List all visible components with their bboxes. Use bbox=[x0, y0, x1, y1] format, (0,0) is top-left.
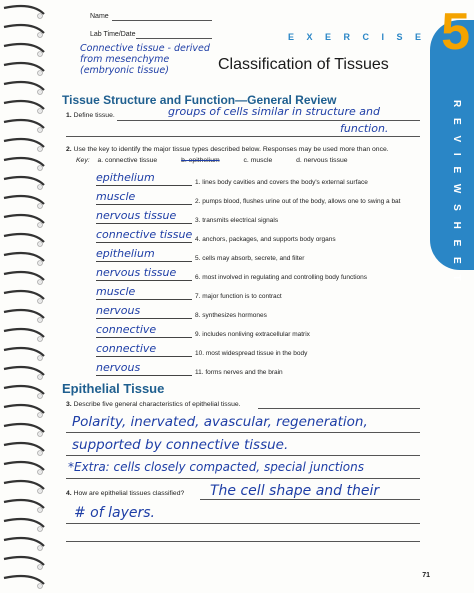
page-title: Classification of Tissues bbox=[218, 56, 389, 73]
question-number: 3. bbox=[66, 401, 72, 408]
answer-line[interactable] bbox=[96, 299, 192, 300]
q3-answer-line: *Extra: cells closely compacted, special junctions bbox=[68, 460, 365, 474]
row-description: 5. cells may absorb, secrete, and filter bbox=[195, 255, 305, 262]
row-description: 2. pumps blood, flushes urine out of the body, allows one to swing a bat bbox=[195, 198, 401, 205]
row-answer: nervous bbox=[96, 304, 141, 317]
exercise-number: 5 bbox=[441, 3, 470, 61]
key-option: b. epithelium bbox=[181, 157, 220, 164]
row-description: 1. lines body cavities and covers the body's external surface bbox=[195, 179, 368, 186]
page-number: 71 bbox=[422, 572, 430, 579]
question-text: Use the key to identify the major tissue types described below. Responses may be used more than once. bbox=[73, 146, 389, 153]
row-answer: epithelium bbox=[96, 247, 155, 260]
question-number: 2. bbox=[66, 146, 72, 153]
row-answer: muscle bbox=[96, 190, 136, 203]
row-answer: connective tissue bbox=[96, 228, 193, 241]
question-3 bbox=[66, 401, 241, 408]
question-text: Define tissue. bbox=[73, 112, 115, 119]
answer-line[interactable] bbox=[66, 136, 420, 137]
answer-line[interactable] bbox=[96, 223, 192, 224]
row-answer: nervous tissue bbox=[96, 209, 177, 222]
answer-line[interactable] bbox=[96, 185, 192, 186]
row-answer: nervous bbox=[96, 361, 141, 374]
lab-time-label: Lab Time/Date bbox=[90, 31, 136, 38]
q1-answer-line2: function. bbox=[340, 122, 389, 135]
answer-line[interactable] bbox=[96, 204, 192, 205]
row-answer: nervous tissue bbox=[96, 266, 177, 279]
section-heading-epithelial-tissue: Epithelial Tissue bbox=[62, 381, 165, 396]
answer-line[interactable] bbox=[96, 242, 192, 243]
question-1 bbox=[66, 112, 115, 119]
row-answer: connective bbox=[96, 342, 157, 355]
answer-line[interactable] bbox=[96, 318, 192, 319]
row-description: 8. synthesizes hormones bbox=[195, 312, 267, 319]
answer-line[interactable] bbox=[96, 375, 192, 376]
q4-answer-line: # of layers. bbox=[74, 505, 155, 521]
row-description: 10. most widespread tissue in the body bbox=[195, 350, 308, 357]
name-label: Name bbox=[90, 13, 109, 20]
answer-line[interactable] bbox=[66, 541, 420, 542]
q3-answer-line: supported by connective tissue. bbox=[72, 437, 289, 453]
question-number: 4. bbox=[66, 490, 72, 497]
name-field[interactable] bbox=[112, 20, 212, 21]
question-2 bbox=[66, 146, 389, 153]
section-heading-general-review: Tissue Structure and Function—General Review bbox=[62, 93, 337, 107]
spiral-binding bbox=[0, 0, 48, 593]
answer-line[interactable] bbox=[200, 499, 420, 500]
row-description: 11. forms nerves and the brain bbox=[195, 369, 283, 376]
key-option: a. connective tissue bbox=[97, 157, 158, 164]
row-answer: epithelium bbox=[96, 171, 155, 184]
margin-note-line: (embryonic tissue) bbox=[80, 65, 169, 76]
exercise-label: E X E R C I S E bbox=[287, 32, 426, 42]
margin-note-line: from mesenchyme bbox=[80, 54, 170, 65]
row-description: 9. includes nonliving extracellular matrix bbox=[195, 331, 310, 338]
row-description: 4. anchors, packages, and supports body organs bbox=[195, 236, 336, 243]
question-text: How are epithelial tissues classified? bbox=[73, 490, 185, 497]
key-option: d. nervous tissue bbox=[296, 157, 348, 164]
review-sheet-label: R E V I E W S H E E T bbox=[451, 100, 462, 285]
question-text: Describe five general characteristics of epithelial tissue. bbox=[73, 401, 241, 408]
question-number: 1. bbox=[66, 112, 72, 119]
row-description: 7. major function is to contract bbox=[195, 293, 282, 300]
question-4 bbox=[66, 490, 184, 497]
lab-time-field[interactable] bbox=[136, 38, 212, 39]
q3-answer-line: Polarity, inervated, avascular, regeneration, bbox=[72, 414, 368, 430]
answer-line[interactable] bbox=[117, 120, 420, 121]
row-description: 6. most involved in regulating and controlling body functions bbox=[195, 274, 367, 281]
margin-note bbox=[80, 43, 210, 76]
answer-key bbox=[76, 157, 348, 164]
answer-line[interactable] bbox=[66, 432, 420, 433]
q1-answer-line1: groups of cells similar in structure and bbox=[168, 105, 380, 118]
row-answer: connective bbox=[96, 323, 157, 336]
answer-line[interactable] bbox=[96, 261, 192, 262]
row-answer: muscle bbox=[96, 285, 136, 298]
row-description: 3. transmits electrical signals bbox=[195, 217, 279, 224]
answer-line[interactable] bbox=[66, 523, 420, 524]
answer-line[interactable] bbox=[258, 408, 420, 409]
answer-line[interactable] bbox=[96, 280, 192, 281]
key-label: Key: bbox=[76, 157, 90, 164]
key-option: c. muscle bbox=[243, 157, 273, 164]
answer-line[interactable] bbox=[66, 478, 420, 479]
answer-line[interactable] bbox=[96, 337, 192, 338]
answer-line[interactable] bbox=[66, 455, 420, 456]
answer-line[interactable] bbox=[96, 356, 192, 357]
q4-answer-line: The cell shape and their bbox=[210, 483, 380, 499]
margin-note-line: Connective tissue - derived bbox=[80, 43, 210, 54]
